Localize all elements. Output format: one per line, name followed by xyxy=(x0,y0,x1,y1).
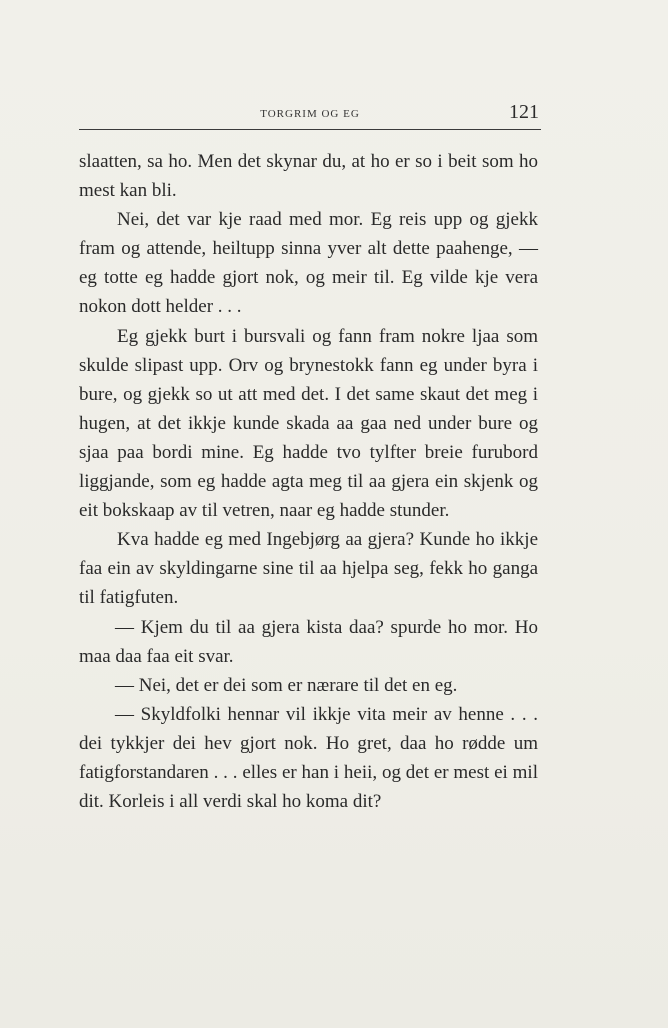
dialogue-paragraph: — Kjem du til aa gjera kista daa? spurde ho mor. Ho maa daa faa eit svar. xyxy=(79,616,538,667)
running-title: TORGRIM OG EG xyxy=(260,108,360,120)
header-rule xyxy=(79,129,541,130)
dialogue-paragraph: — Nei, det er dei som er nærare til det en eg. xyxy=(115,674,458,696)
paragraph: Nei, det var kje raad med mor. Eg reis upp og gjekk fram og attende, heiltupp sinna yver alt dette paahenge, — eg totte eg hadde gjort nok, og meir til. Eg vilde kje vera nokon dott helder . . . xyxy=(79,209,538,318)
paragraph: Kva hadde eg med Ingebjørg aa gjera? Kunde ho ikkje faa ein av skyldingarne sine til aa hjelpa seg, fekk ho ganga til fatigfuten. xyxy=(79,529,538,609)
dialogue-paragraph: — Skyldfolki hennar vil ikkje vita meir av henne . . . dei tykkjer dei hev gjort nok. Ho gret, daa ho rødde um fatigforstandaren . . . elles er han i heii, og det er mest ei mil dit. Korleis i all verdi skal ho koma dit? xyxy=(79,703,538,813)
paragraph: Eg gjekk burt i bursvali og fann fram nokre ljaa som skulde slipast upp. Orv og brynestokk fann eg under byra i bure, og gjekk so ut att med det. I det same skaut det meg i hugen, at det ikkje kunde skada aa gaa ned under bure og sjaa paa bordi mine. Eg hadde tvo tylfter breie furubord liggjande, som eg hadde agta meg til aa gjera ein skjenk og eit bokskaap av til vetren, naar eg hadde stunder. xyxy=(79,325,538,522)
body-text xyxy=(79,147,538,816)
paragraph: slaatten, sa ho. Men det skynar du, at ho er so i beit som ho mest kan bli. xyxy=(79,151,538,202)
page-number: 121 xyxy=(509,101,539,123)
page-header xyxy=(79,98,541,124)
